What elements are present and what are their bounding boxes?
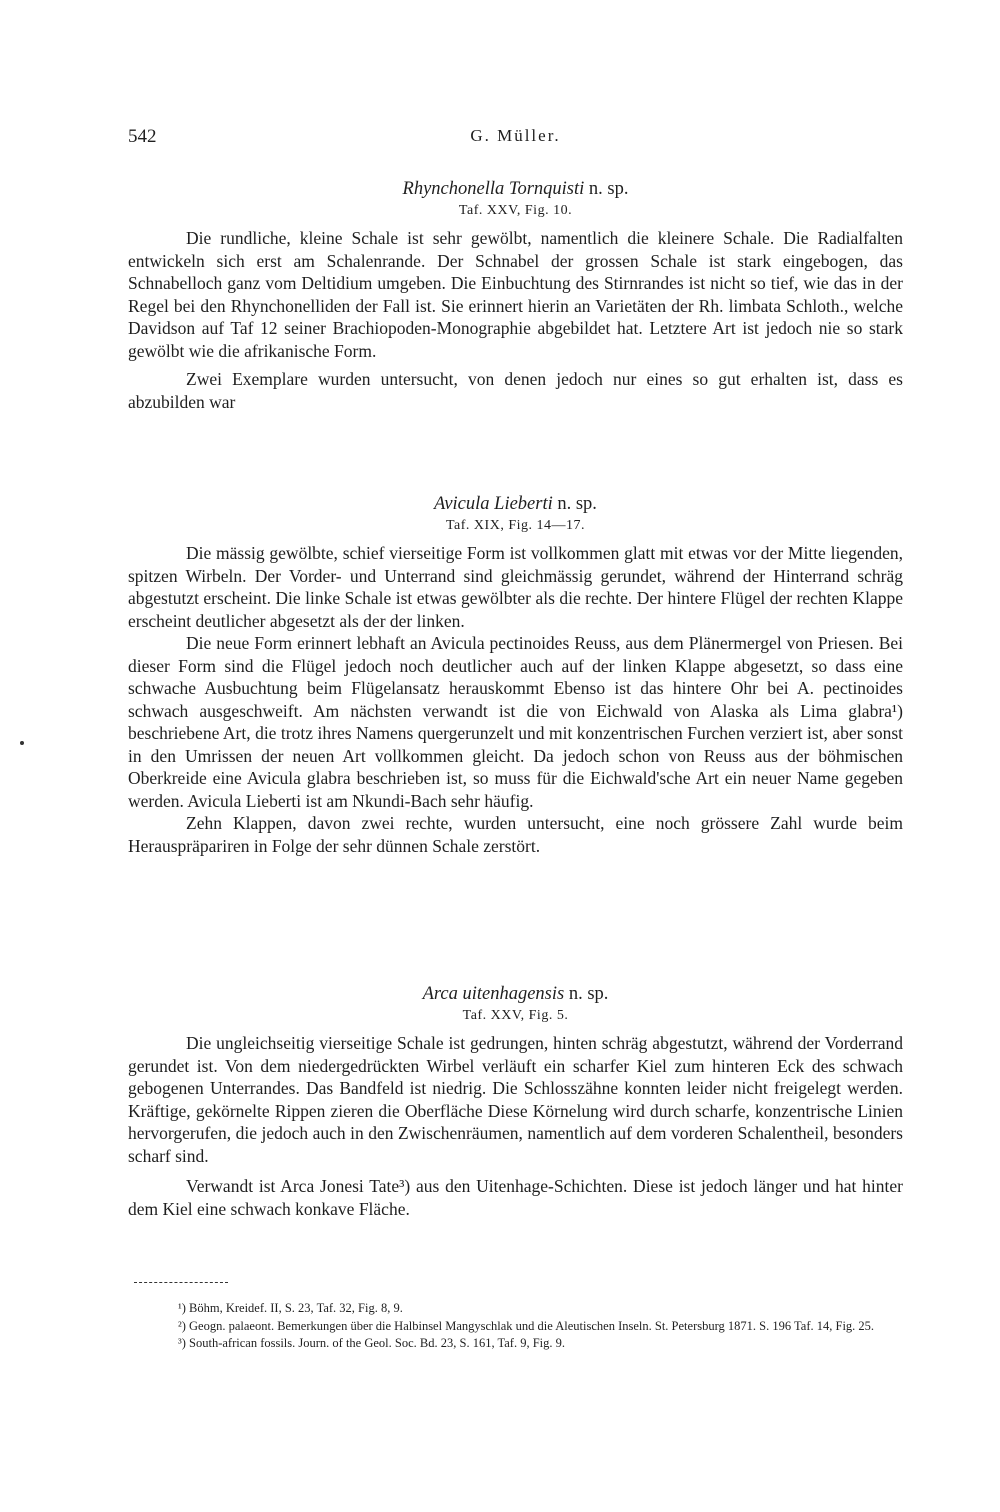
paragraph: Zwei Exemplare wurden untersucht, von denen jedoch nur eines so gut erhalten ist, dass es abzubilden war [128,369,903,412]
footnote: ²) Geogn. palaeont. Bemerkungen über die Halbinsel Mangyschlak und die Aleutischen Inseln. St. Petersburg 1871. S. 196 Taf. 14, Fig. 25. [178,1318,875,1333]
footnotes [132,1300,902,1353]
footnote: ¹) Böhm, Kreidef. II, S. 23, Taf. 32, Fig. 8, 9. [178,1301,403,1315]
paragraph: Zehn Klappen, davon zwei rechte, wurden untersucht, eine noch grössere Zahl wurde beim Herauspräpariren in Folge der sehr dünnen Schale zerstört. [128,813,903,856]
section-title [128,177,903,201]
page-number: 542 [128,126,157,147]
section-rhynchonella-tornquisti [128,177,903,413]
running-head: G. Müller. [470,126,561,145]
paragraph: Die mässig gewölbte, schief vierseitige Form ist vollkommen glatt mit etwas vor der Mitte liegenden, spitzen Wirbeln. Der Vorder- und Unterrand sind gleichmässig gerundet, während der Hinterrand schräg abgestutzt erscheint. Die linke Schale ist etwas gewölbter als die rechte. Der hintere Flügel der rechten Klappe erscheint deutlicher abgesetzt als der der linken. [128,543,903,631]
paragraph: Die ungleichseitig vierseitige Schale ist gedrungen, hinten schräg abgestutzt, während der Vorderrand gerundet ist. Von dem niedergedrückten Wirbel verläuft ein scharfer Kiel zum hinteren Eck des schwach gebogenen Unterrandes. Das Bandfeld ist niedrig. Die Schlosszähne konnten leider nicht freigelegt werden. Kräftige, gekörnelte Rippen zieren die Oberfläche Diese Körnelung wird durch scharfe, konzentrische Linien hervorgerufen, die jedoch auch in den Zwischenräumen, namentlich auf dem vorderen Schalentheil, besonders scharf sind. [128,1033,903,1166]
plate-reference: Taf. XIX, Fig. 14—17. [445,518,585,533]
taxon-suffix: n. sp. [568,984,609,1004]
taxon-name: Avicula Lieberti [434,494,553,514]
page-header [128,126,903,156]
plate-reference: Taf. XXV, Fig. 5. [462,1008,569,1023]
section-arca-uitenhagensis [128,982,903,1220]
taxon-suffix: n. sp. [588,179,629,199]
taxon-name: Arca uitenhagensis [422,984,565,1004]
paragraph: Verwandt ist Arca Jonesi Tate³) aus den Uitenhage-Schichten. Diese ist jedoch länger und hat hinter dem Kiel eine schwach konkave Fläche. [128,1176,903,1219]
footnote: ³) South-african fossils. Journ. of the Geol. Soc. Bd. 23, S. 161, Taf. 9, Fig. 9. [178,1336,565,1350]
paragraph: Die neue Form erinnert lebhaft an Avicula pectinoides Reuss, aus dem Plänermergel von Priesen. Bei dieser Form sind die Flügel jedoch noch deutlicher auch auf der linken Klappe abgesetzt, so dass eine schwache Ausbuchtung beim Flügelansatz herauskommt Ebenso ist das hintere Ohr bei A. pectinoides schwach ausgeschweift. Am nächsten verwandt ist die von Eichwald von Alaska als Lima glabra¹) beschriebene Art, die trotz ihres Namens quergerunzelt und mit konzentrischen Furchen verziert ist, aber sonst in den Umrissen der neuen Art vollkommen gleicht. Da jedoch schon von Reuss aus der böhmischen Oberkreide eine Avicula glabra beschrieben ist, so muss für die Eichwald'sche Art ein neuer Name gegeben werden. Avicula Lieberti ist am Nkundi-Bach sehr häufig. [128,633,903,811]
footnote-divider [134,1282,228,1283]
taxon-name: Rhynchonella Tornquisti [402,179,585,199]
taxon-suffix: n. sp. [557,494,597,514]
section-title [128,982,903,1006]
paragraph: Die rundliche, kleine Schale ist sehr gewölbt, namentlich die kleinere Schale. Die Radialfalten entwickeln sich erst am Schalenrande. Der Schnabel der grossen Schale ist stark eingebogen, das Schnabelloch ganz vom Deltidium umgeben. Die Einbuchtung des Stirnrandes ist nicht so tief, wie das in der Regel bei den Rhynchonelliden der Fall ist. Sie erinnert hierin an Varietäten der Rh. limbata Schloth., welche Davidson auf Taf 12 seiner Brachiopoden-Monographie abgebildet hat. Letztere Art ist jedoch nie so stark gewölbt wie die afrikanische Form. [128,228,903,361]
margin-mark [20,741,24,745]
plate-reference: Taf. XXV, Fig. 10. [458,203,573,218]
section-avicula-lieberti [128,492,903,857]
section-title [128,492,903,516]
